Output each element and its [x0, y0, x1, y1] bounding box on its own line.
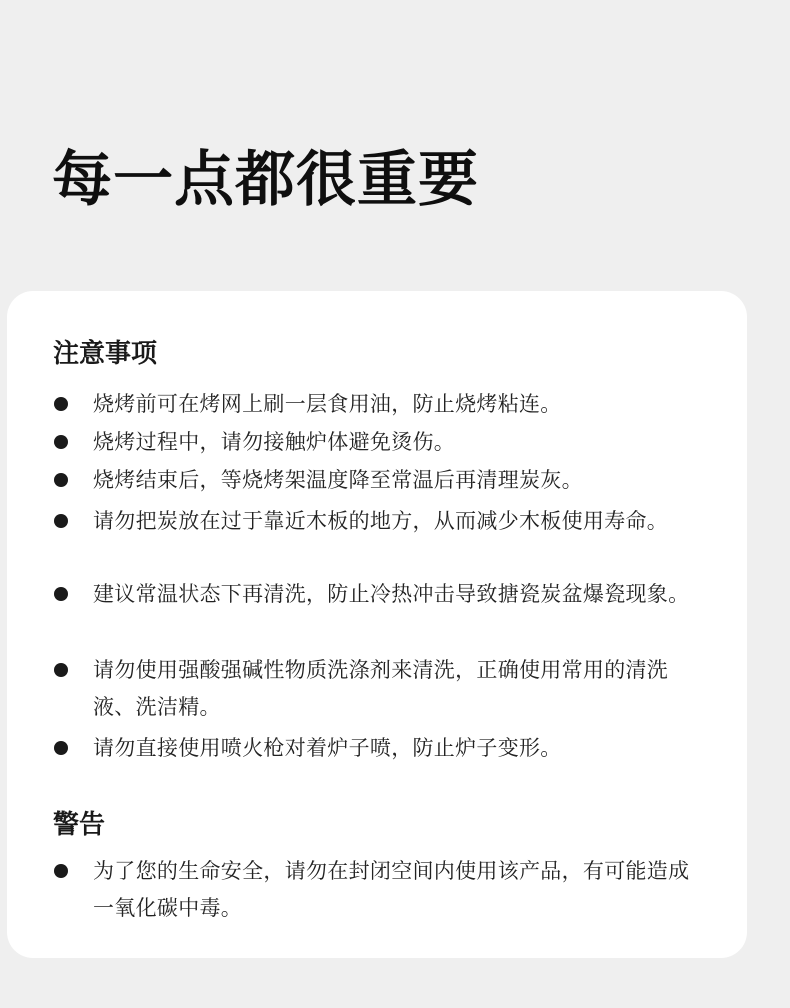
bullet-dot-icon	[54, 514, 68, 528]
bullet-dot-icon	[54, 473, 68, 487]
bullet-dot-icon	[54, 663, 68, 677]
list-item-text: 烧烤结束后，等烧烤架温度降至常温后再清理炭灰。	[93, 468, 583, 492]
bullet-dot-icon	[54, 435, 68, 449]
list-item-text: 请勿直接使用喷火枪对着炉子喷，防止炉子变形。	[93, 736, 562, 760]
warning-section-title: 警告	[53, 810, 106, 840]
notes-section-title: 注意事项	[53, 339, 158, 369]
list-item-text: 烧烤前可在烤网上刷一层食用油，防止烧烤粘连。	[93, 392, 562, 416]
list-item-text: 为了您的生命安全，请勿在封闭空间内使用该产品，有可能造成一氧化碳中毒。	[93, 859, 690, 920]
list-item-text: 请勿把炭放在过于靠近木板的地方，从而减少木板使用寿命。	[93, 509, 669, 533]
page-title: 每一点都很重要	[52, 145, 479, 215]
list-item-text: 请勿使用强酸强碱性物质洗涤剂来清洗，正确使用常用的清洗液、洗洁精。	[93, 658, 669, 719]
list-item-text: 建议常温状态下再清洗，防止冷热冲击导致搪瓷炭盆爆瓷现象。	[93, 582, 690, 606]
bullet-dot-icon	[54, 864, 68, 878]
bullet-dot-icon	[54, 397, 68, 411]
list-item-text: 烧烤过程中，请勿接触炉体避免烫伤。	[93, 430, 456, 454]
content-card	[7, 291, 747, 958]
bullet-dot-icon	[54, 587, 68, 601]
bullet-dot-icon	[54, 741, 68, 755]
